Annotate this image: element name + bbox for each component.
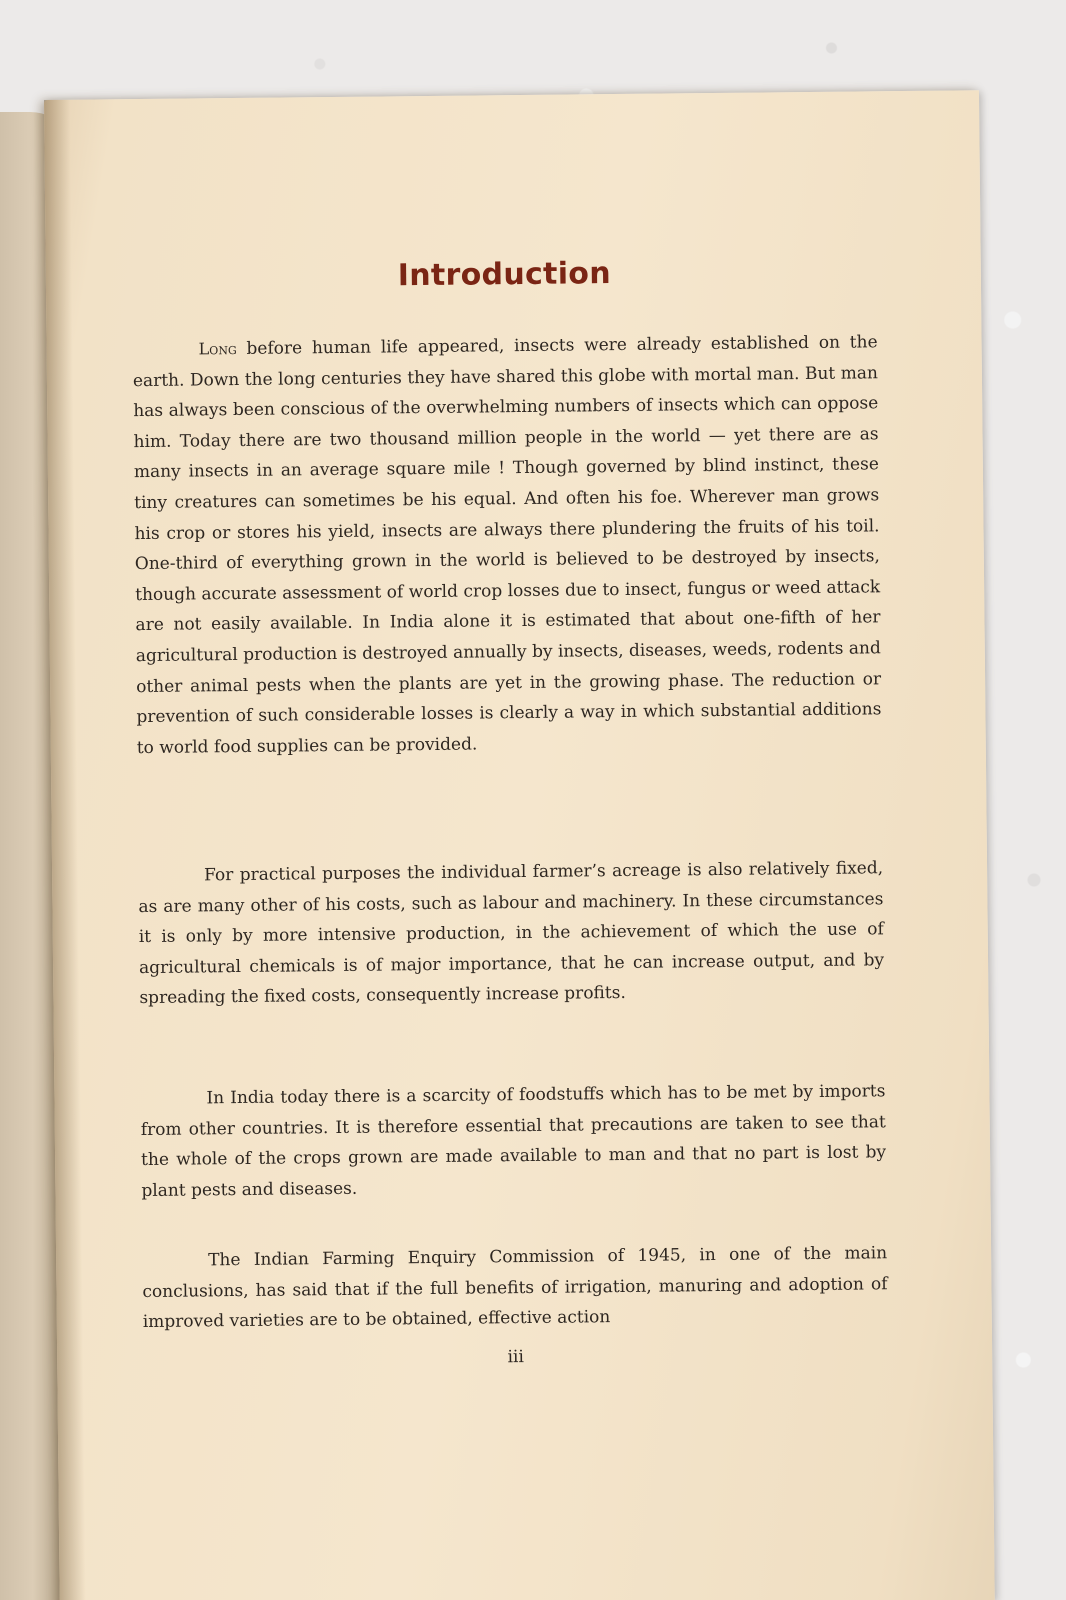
page-content	[130, 91, 888, 1368]
book-page	[44, 90, 995, 1600]
chapter-title: Introduction	[397, 256, 612, 294]
paragraph-2: For practical purposes the individual farmer’s acreage is also relatively fixed, as are many other of his costs, such as labour and machinery. In these circumstances it is only by more intensive production, in the achievement of which the use of agricultural chemicals is of major importance, that he can increase output, and by spreading the fixed costs, consequently increase profits.	[138, 858, 885, 1009]
paragraph-1-lead-word: Long	[198, 338, 237, 359]
paragraph-4: The Indian Farming Enquiry Commission of 1945, in one of the main conclusions, has said that if the full benefits of irrigation, manuring and adoption of improved varieties are to be obtained, effective action	[142, 1243, 888, 1333]
paragraph-3: In India today there is a scarcity of foodstuffs which has to be met by imports from other countries. It is therefore essential that precautions are taken to see that the whole of the crops grown are made available to man and that no part is lost by plant pests and diseases.	[140, 1081, 887, 1201]
paragraph-1	[132, 327, 881, 763]
page-number: iii	[507, 1347, 524, 1368]
paragraph-1-text: before human life appeared, insects were already established on the earth. Down the long centuries they have shared this globe with mortal man. But man has always been conscious of the overwhelming numbers of insects which can oppose him. Today there are two thousand million people in the world — yet there are as many insects in an average square mile ! Though governed by blind instinct, these tiny creatures can sometimes be his equal. And often his foe. Wherever man grows his crop or stores his yield, insects are always there plundering the fruits of his toil. One-third of everything grown in the world is believed to be destroyed by insects, though accurate assessment of world crop losses due to insect, fungus or weed attack are not easily available. In India alone it is estimated that about one-fifth of her agricultural production is destroyed annually by insects, diseases, weeds, rodents and other animal pests when the plants are yet in the growing phase. The reduction or prevention of such considerable losses is clearly a way in which substantial additions to world food supplies can be provided.	[132, 332, 882, 758]
